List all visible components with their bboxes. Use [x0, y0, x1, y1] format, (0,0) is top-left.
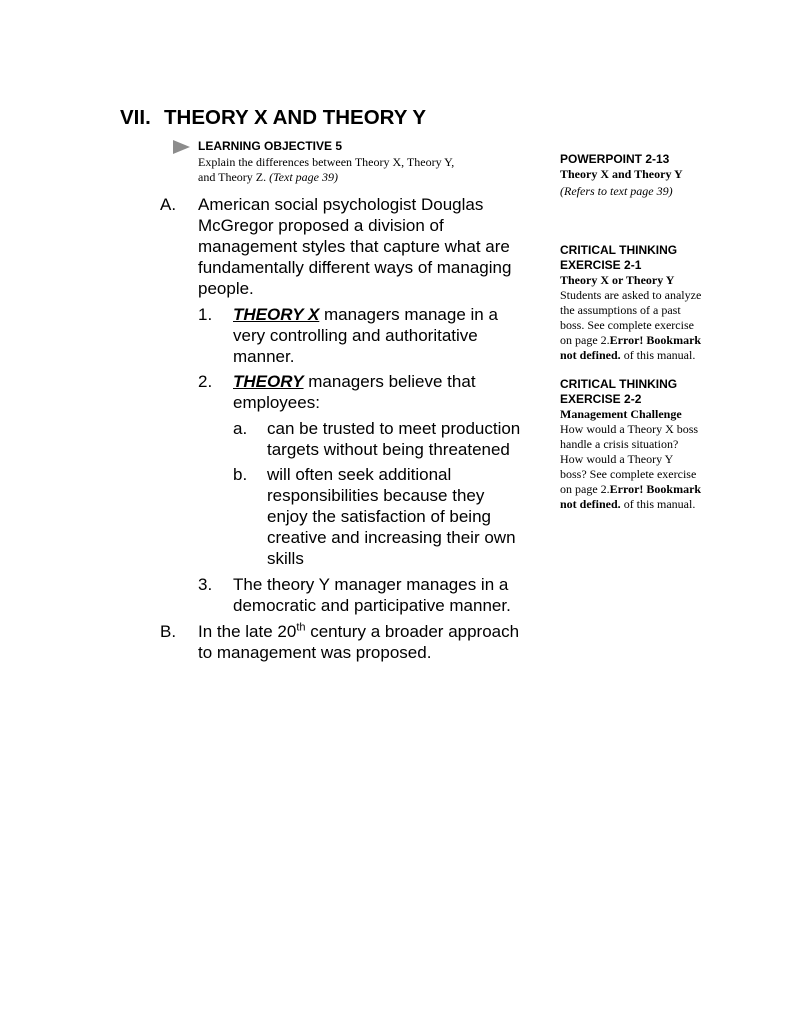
- outline-marker-2: 2.: [198, 372, 213, 391]
- ct1-reference: on page 2.Error! Bookmark: [560, 333, 702, 347]
- learning-objective-line: Explain the differences between Theory X, Theory Y,: [198, 155, 455, 169]
- outline-1-line: very controlling and authoritative: [233, 326, 478, 345]
- ct1-text: Students are asked to analyze: [560, 288, 702, 302]
- outline-2b-line: responsibilities because they: [267, 486, 485, 505]
- outline-a-line: McGregor proposed a division of: [198, 216, 444, 235]
- outline-2b-line: will often seek additional: [267, 465, 452, 484]
- outline-2-line: employees:: [233, 393, 320, 412]
- ct1-text: boss. See complete exercise: [560, 318, 694, 332]
- outline-2a-line: targets without being threatened: [267, 440, 510, 459]
- ct2-heading: CRITICAL THINKING: [560, 377, 678, 391]
- ct2-text: How would a Theory Y: [560, 452, 674, 466]
- ct2-text: boss? See complete exercise: [560, 467, 697, 481]
- outline-2b-line: enjoy the satisfaction of being: [267, 507, 491, 526]
- ct1-heading: CRITICAL THINKING: [560, 243, 678, 257]
- section-title: THEORY X AND THEORY Y: [164, 106, 426, 129]
- section-heading: [120, 106, 426, 130]
- learning-objective-title: LEARNING OBJECTIVE 5: [198, 139, 343, 153]
- outline-2-line: THEORY managers believe that: [233, 372, 476, 391]
- outline-marker-1: 1.: [198, 305, 213, 324]
- ct1-error-text: not defined.: [560, 348, 621, 362]
- ct2-text: How would a Theory X boss: [560, 422, 699, 436]
- outline-marker-a: A.: [160, 195, 177, 214]
- ct1-text: the assumptions of a past: [560, 303, 681, 317]
- learning-objective-text: [198, 155, 498, 185]
- outline-marker-b-sub: b.: [233, 465, 248, 484]
- text-page-reference: (Text page 39): [269, 170, 338, 184]
- ct2-text: handle a crisis situation?: [560, 437, 679, 451]
- outline-marker-b: B.: [160, 622, 177, 641]
- outline-a-line: people.: [198, 279, 254, 298]
- powerpoint-heading: POWERPOINT 2-13: [560, 152, 670, 166]
- outline-3-line: democratic and participative manner.: [233, 596, 511, 615]
- ct2-heading-number: EXERCISE 2-2: [560, 392, 642, 406]
- outline-a-line: management styles that capture what are: [198, 237, 510, 256]
- term-theory: THEORY: [233, 372, 304, 391]
- outline-a-line: American social psychologist Douglas: [198, 195, 484, 214]
- outline-2b-line: creative and increasing their own: [267, 528, 516, 547]
- powerpoint-note: (Refers to text page 39): [560, 184, 673, 198]
- ct1-reference: not defined. of this manual.: [560, 348, 696, 362]
- outline-a-line: fundamentally different ways of managing: [198, 258, 512, 277]
- outline-1-line: manner.: [233, 347, 295, 366]
- outline-b-line: In the late 20th century a broader approach: [198, 621, 520, 641]
- outline-3-line: The theory Y manager manages in a: [233, 575, 509, 594]
- ct1-heading-number: EXERCISE 2-1: [560, 258, 642, 272]
- term-theory-x: THEORY X: [233, 305, 320, 324]
- ct2-error-text: not defined.: [560, 497, 621, 511]
- superscript-th: th: [296, 621, 306, 634]
- outline-2b-line: skills: [267, 549, 304, 568]
- ct2-reference: on page 2.Error! Bookmark: [560, 482, 702, 496]
- outline-marker-a-sub: a.: [233, 419, 248, 438]
- outline-2a-line: can be trusted to meet production: [267, 419, 521, 438]
- powerpoint-subtitle: Theory X and Theory Y: [560, 167, 683, 181]
- ct2-reference: not defined. of this manual.: [560, 497, 696, 511]
- outline-marker-3: 3.: [198, 575, 213, 594]
- outline-1-line: THEORY X managers manage in a: [233, 305, 498, 324]
- ct1-error-text: Error! Bookmark: [609, 333, 702, 347]
- section-number: VII.: [120, 106, 151, 129]
- learning-objective-line: and Theory Z.: [198, 170, 270, 184]
- ct2-subtitle: Management Challenge: [560, 407, 682, 421]
- triangle-right-icon: [173, 140, 190, 154]
- ct2-error-text: Error! Bookmark: [609, 482, 702, 496]
- ct1-subtitle: Theory X or Theory Y: [560, 273, 675, 287]
- outline-b-line: to management was proposed.: [198, 643, 432, 662]
